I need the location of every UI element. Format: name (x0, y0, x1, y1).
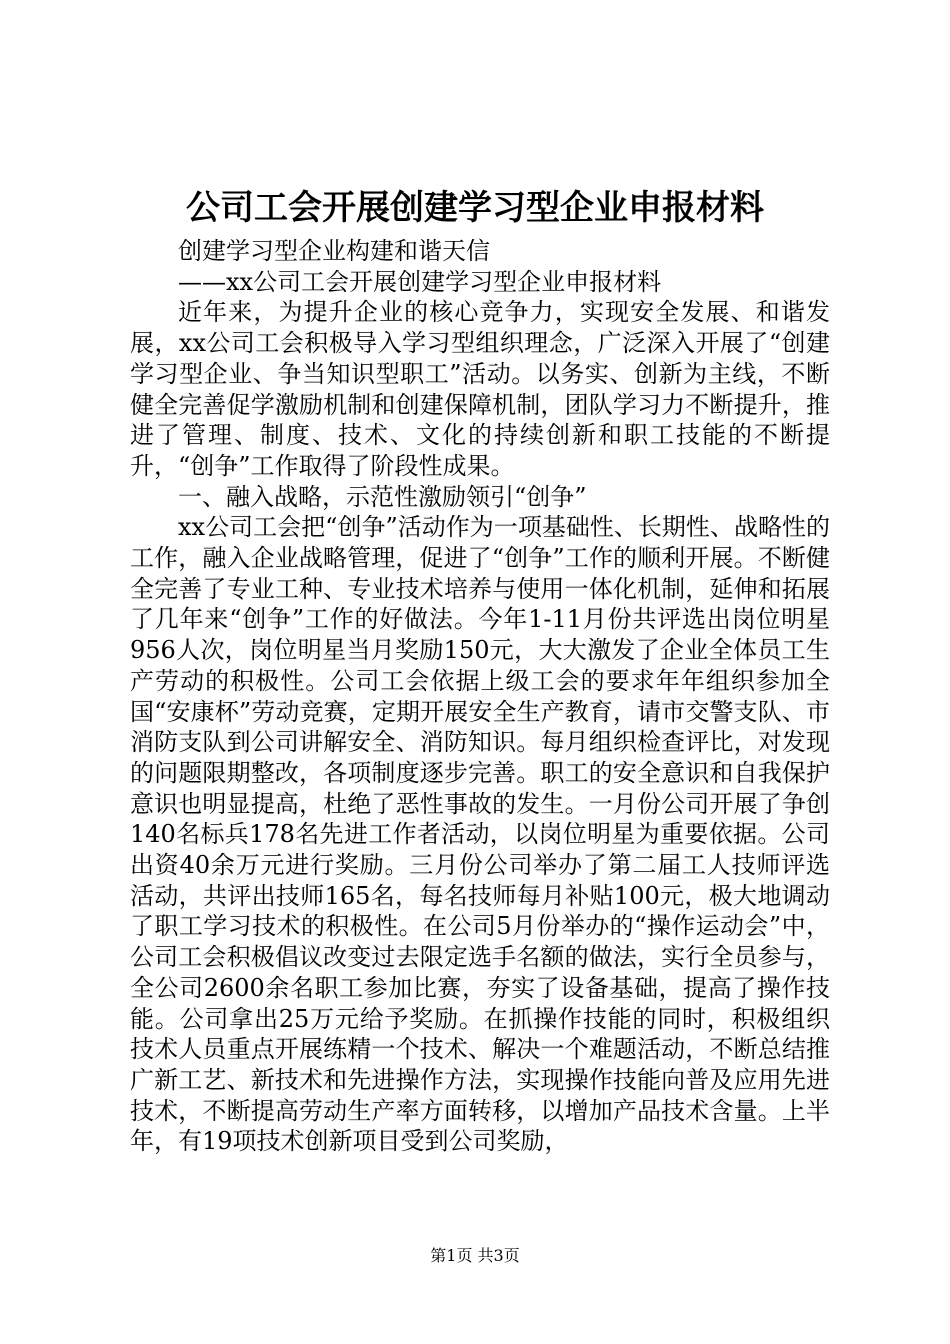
document-title: 公司工会开展创建学习型企业申报材料 (186, 188, 764, 228)
document-body (130, 236, 830, 1157)
section-heading: 一、融入战略，示范性激励领引“创争” (178, 482, 587, 511)
intro-paragraph: 近年来，为提升企业的核心竞争力，实现安全发展、和谐发展，xx公司工会积极导入学习型组织理念，广泛深入开展了“创建学习型企业、争当知识型职工”活动。以务实、创新为主线，不断健全完善促学激励机制和创建保障机制，团队学习力不断提升，推进了管理、制度、技术、文化的持续创新和职工技能的不断提升，“创争”工作取得了阶段性成果。 (130, 298, 830, 480)
page-footer: 第1页 共3页 (430, 1246, 520, 1265)
body-paragraph: xx公司工会把“创争”活动作为一项基础性、长期性、战略性的工作，融入企业战略管理，促进了“创争”工作的顺利开展。不断健全完善了专业工种、专业技术培养与使用一体化机制，延伸和拓展了几年来“创争”工作的好做法。今年1-11月份共评选出岗位明星956人次，岗位明星当月奖励150元，大大激发了企业全体员工生产劳动的积极性。公司工会依据上级工会的要求年年组织参加全国“安康杯”劳动竞赛，定期开展安全生产教育，请市交警支队、市消防支队到公司讲解安全、消防知识。每月组织检查评比，对发现的问题限期整改，各项制度逐步完善。职工的安全意识和自我保护意识也明显提高，杜绝了恶性事故的发生。一月份公司开展了争创140名标兵178名先进工作者活动，以岗位明星为重要依据。公司出资40余万元进行奖励。三月份公司举办了第二届工人技师评选活动，共评出技师165名，每名技师每月补贴100元，极大地调动了职工学习技术的积极性。在公司5月份举办的“操作运动会”中，公司工会积极倡议改变过去限定选手名额的做法，实行全员参与，全公司2600余名职工参加比赛，夯实了设备基础，提高了操作技能。公司拿出25万元给予奖励。在抓操作技能的同时，积极组织技术人员重点开展练精一个技术、解决一个难题活动，不断总结推广新工艺、新技术和先进操作方法，实现操作技能向普及应用先进技术，不断提高劳动生产率方面转移，以增加产品技术含量。上半年，有19项技术创新项目受到公司奖励， (130, 513, 830, 1156)
subtitle-dash-line: ——xx公司工会开展创建学习型企业申报材料 (178, 267, 662, 296)
subtitle-line: 创建学习型企业构建和谐天信 (178, 237, 490, 265)
